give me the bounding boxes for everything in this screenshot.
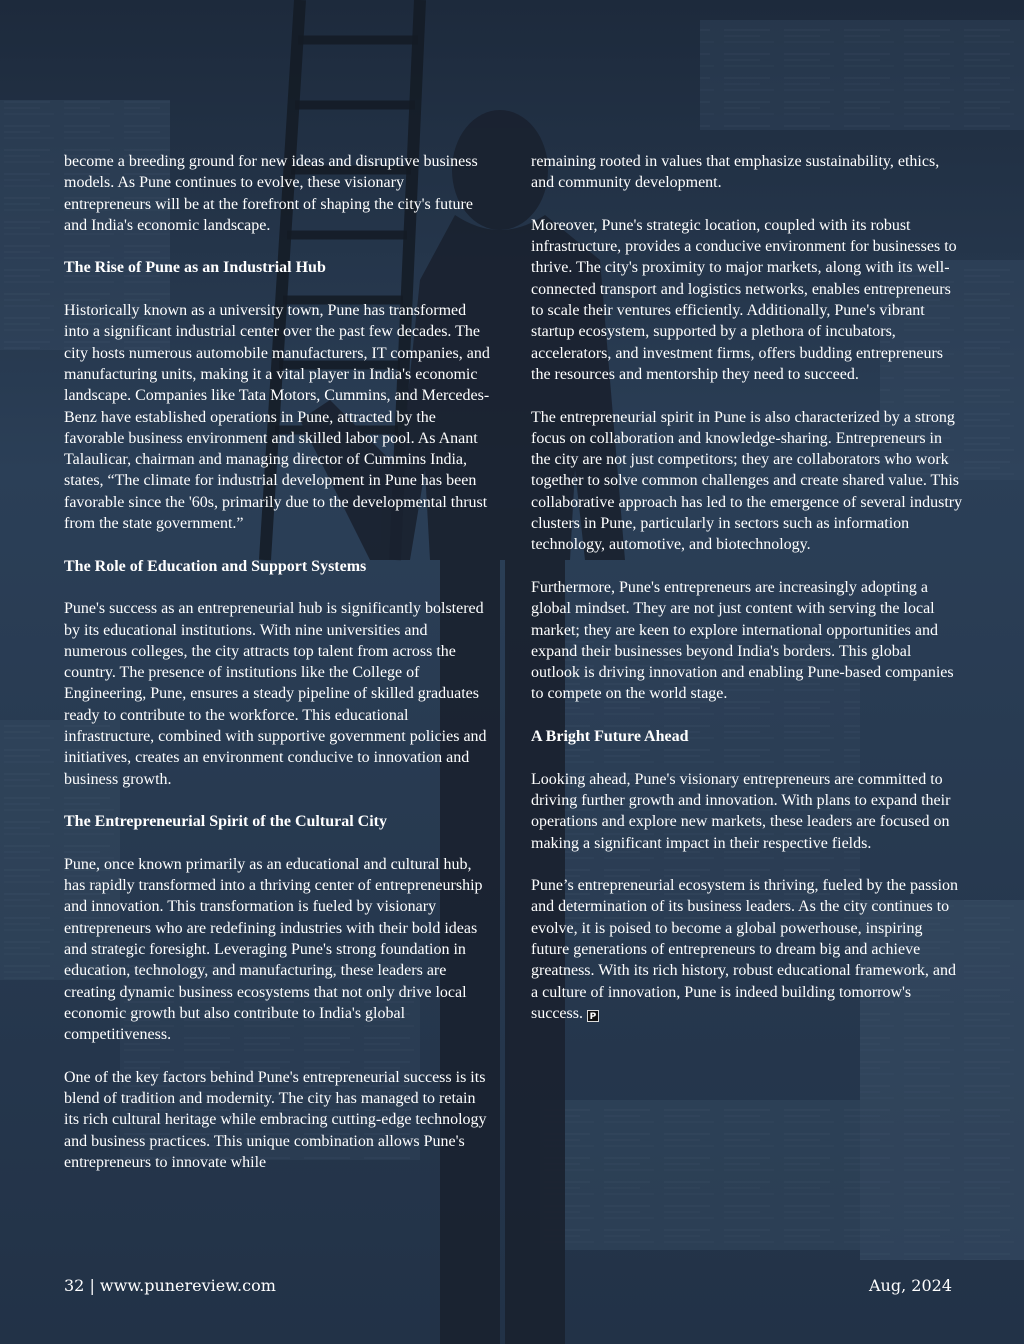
paragraph: Furthermore, Pune's entrepreneurs are increasingly adopting a global mindset. They are not just content with serving the local market; they are keen to explore international opportunities and expand their businesses beyond India's borders. This global outlook is driving innovation and enabling Pune-based companies to compete on the world stage. [531, 578, 954, 703]
paragraph: Moreover, Pune's strategic location, coupled with its robust infrastructure, provides a conducive environment for businesses to thrive. The city's proximity to major markets, along with its well-connected transport and logistics networks, enables entrepreneurs to scale their ventures efficiently. Additionally, Pune's vibrant startup ecosystem, supported by a plethora of incubators, accelerators, and investment firms, offers budding entrepreneurs the resources and mentorship they need to succeed. [531, 216, 957, 383]
paragraph: remaining rooted in values that emphasize sustainability, ethics, and community development. [531, 153, 940, 192]
right-column [531, 151, 963, 1024]
paragraph: Pune's success as an entrepreneurial hub is significantly bolstered by its educational institutions. With nine universities and numerous colleges, the city attracts top talent from across the country. The presence of institutions like the College of Engineering, Pune, ensures a steady pipeline of skilled graduates ready to contribute to the workforce. This educational infrastructure, combined with supportive government policies and initiatives, creates an environment conducive to innovation and business growth. [64, 600, 487, 788]
final-paragraph [531, 875, 963, 1024]
paragraph: The entrepreneurial spirit in Pune is also characterized by a strong focus on collaboration and knowledge-sharing. Entrepreneurs in the city are not just competitors; they are collaborators who work together to solve common challenges and create shared value. This collaborative approach has led to the emergence of several industry clusters in Pune, particularly in sectors such as information technology, automotive, and biotechnology. [531, 408, 963, 554]
paragraph: Looking ahead, Pune's visionary entrepreneurs are committed to driving further growth and innovation. With plans to expand their operations and explore new markets, these leaders are focused on making a significant impact in their respective fields. [531, 770, 951, 852]
paragraph: One of the key factors behind Pune's entrepreneurial success is its blend of tradition and modernity. The city has managed to retain its rich cultural heritage while embracing cutting-edge technology and business practices. This unique combination allows Pune's entrepreneurs to innovate while [64, 1068, 487, 1171]
paragraph-text: Pune’s entrepreneurial ecosystem is thriving, fueled by the passion and determination of its business leaders. As the city continues to evolve, it is poised to become a global powerhouse, inspiring future generations of entrepreneurs to dream big and achieve greatness. With its rich history, robust educational framework, and a culture of innovation, Pune is indeed building tomorrow's success. [531, 877, 959, 1022]
paragraph: become a breeding ground for new ideas and disruptive business models. As Pune continues to evolve, these visionary entrepreneurs will be at the forefront of shaping the city's future and India's economic landscape. [64, 153, 478, 234]
end-of-article-icon: P [587, 1010, 599, 1022]
section-heading: A Bright Future Ahead [531, 728, 689, 746]
section-heading: The Rise of Pune as an Industrial Hub [64, 259, 326, 277]
paragraph: Pune, once known primarily as an educational and cultural hub, has rapidly transformed into a thriving center of entrepreneurship and innovation. This transformation is fueled by visionary entrepreneurs who are redefining industries with their bold ideas and strategic foresight. Leveraging Pune's strong foundation in education, technology, and manufacturing, these leaders are creating dynamic business ecosystems that not only drive local economic growth but also contribute to India's global competitiveness. [64, 855, 483, 1044]
section-heading: The Role of Education and Support Systems [64, 557, 367, 575]
footer-page-site: 32 | www.punereview.com [64, 1276, 276, 1295]
section-heading: The Entrepreneurial Spirit of the Cultural City [64, 813, 387, 831]
left-column [64, 151, 494, 1173]
paragraph: Historically known as a university town, Pune has transformed into a significant industrial center over the past few decades. The city hosts numerous automobile manufacturers, IT companies, and manufacturing units, making it a vital player in India's economic landscape. Companies like Tata Motors, Cummins, and Mercedes-Benz have established operations in Pune, attracted by the favorable business environment and skilled labor pool. As Anant Talaulicar, chairman and managing director of Cummins India, states, “The climate for industrial development in Pune has been favorable since the '60s, primarily due to the developmental thrust from the state government.” [64, 302, 490, 533]
footer-date: Aug, 2024 [869, 1276, 952, 1295]
